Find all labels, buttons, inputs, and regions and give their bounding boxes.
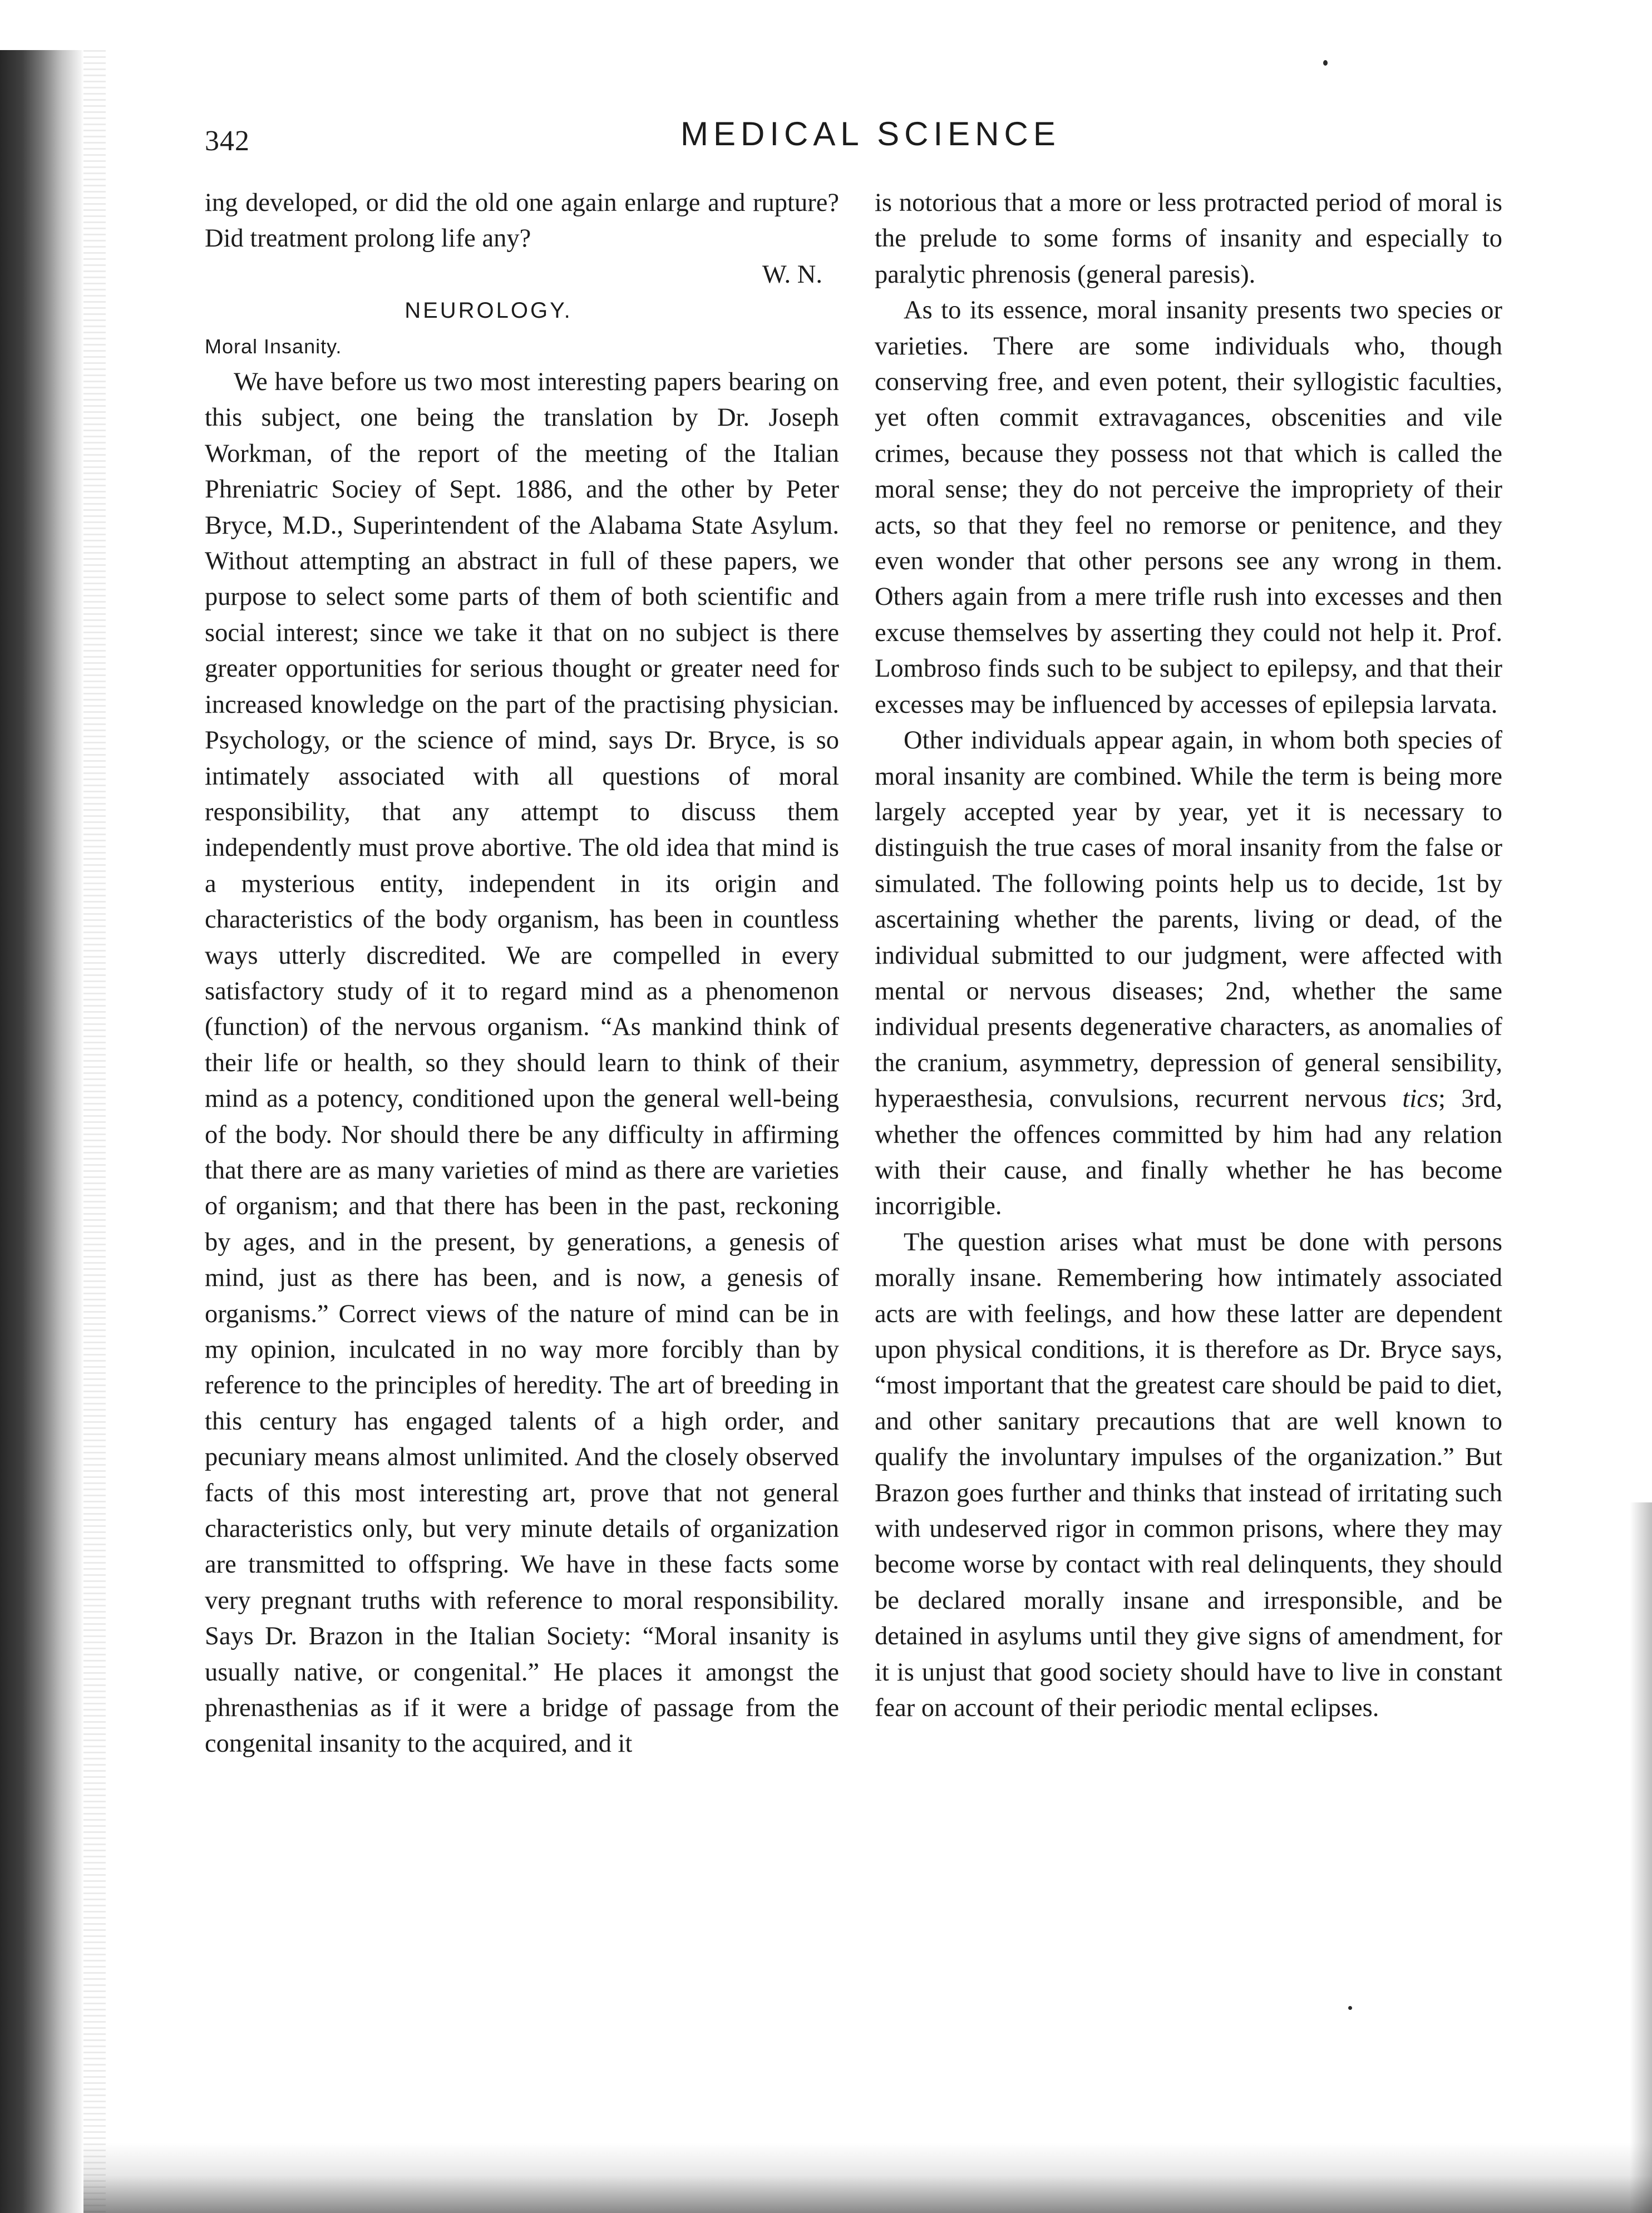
scan-binding-shadow xyxy=(0,50,83,2213)
article-subheading: Moral Insanity. xyxy=(205,334,342,358)
continuation-text: is notorious that a more or less protracted period of moral is the prelude to some forms of insanity and especially to paralytic phrenosis (general paresis). xyxy=(875,189,1502,289)
left-column xyxy=(205,185,839,1762)
body-paragraph xyxy=(875,723,1502,1225)
page-number: 342 xyxy=(205,125,250,157)
body-paragraph: As to its essence, moral insanity presents two species or varieties. There are some individuals who, though conserving free, and even potent, their syllogistic faculties, yet often commit extravagances, obscenities and vile crimes, because they possess not that which is called the moral sense; they do not perceive the impropriety of their acts, so that they feel no remorse or penitence, and they even wonder that other persons see any wrong in them. Others again from a mere trifle rush into excesses and then excuse themselves by asserting they could not help it. Prof. Lombroso finds such to be subject to epilepsy, and that their excesses may be influenced by accesses of epilepsia larvata. xyxy=(875,296,1502,719)
ink-speck xyxy=(1348,2006,1352,2010)
paragraph-text: ; 3rd, whether the offences committed by him had any relation with their cause, and finally whether he has become incorrigible. xyxy=(875,1085,1503,1221)
continuation-text: ing developed, or did the old one again enlarge and rupture? Did treatment prolong life any? xyxy=(205,189,839,253)
body-paragraph: The question arises what must be done with persons morally insane. Remembering how intimately associated acts are with feelings, and how these latter are dependent upon physical conditions, it is therefore as Dr. Bryce says, “most important that the greatest care should be paid to diet, and other sanitary precautions that are well known to qualify the involuntary impulses of the organization.” But Brazon goes further and thinks that instead of irritating such with undeserved rigor in common prisons, where they may become worse by contact with real delinquents, they should be declared morally insane and irresponsible, and be detained in asylums until they give signs of amendment, for it is unjust that good society should have to live in constant fear on account of their periodic mental eclipses. xyxy=(875,1228,1502,1723)
running-head xyxy=(205,115,1501,159)
scan-right-shadow xyxy=(1630,1502,1652,2213)
scan-binding-texture xyxy=(83,50,106,2213)
section-heading: NEUROLOGY. xyxy=(405,298,573,323)
scan-bottom-shadow xyxy=(83,2142,1652,2213)
italic-term: tics xyxy=(1402,1085,1438,1113)
ink-speck xyxy=(1323,60,1328,66)
right-column xyxy=(875,185,1502,1726)
journal-title: MEDICAL SCIENCE xyxy=(680,115,1061,152)
paragraph-text: Other individuals appear again, in whom both species of moral insanity are combined. While the term is being more largely accepted year by year, yet it is necessary to distinguish the true cases of moral insanity from the false or simulated. The following points help us to decide, 1st by ascertaining whether the parents, living or dead, of the individual submitted to our judgment, were affected with mental or nervous diseases; 2nd, whether the same individual presents degenerative characters, as anomalies of the cranium, asymmetry, depression of general sensibility, hyperaesthesia, convulsions, recurrent nervous xyxy=(875,726,1502,1113)
author-signature: W. N. xyxy=(762,260,822,289)
body-paragraph: We have before us two most interesting papers bearing on this subject, one being the translation by Dr. Joseph Workman, of the report of the meeting of the Italian Phreniatric Sociey of Sept. 1886, and the other by Peter Bryce, M.D., Superintendent of the Alabama State Asylum. Without attempting an abstract in full of these papers, we purpose to select some parts of them of both scientific and social interest; since we take it that on no subject is there greater opportunities for serious thought or greater need for increased knowledge on the part of the practising physician. Psychology, or the science of mind, says Dr. Bryce, is so intimately associated with all questions of moral responsibility, that any attempt to discuss them independently must prove abortive. The old idea that mind is a mysterious entity, independent in its origin and characteristics of the body organism, has been in countless ways utterly discredited. We are compelled in every satisfactory study of it to regard mind as a phenomenon (function) of the nervous organism. “As mankind think of their life or health, so they should learn to think of their mind as a potency, conditioned upon the general well-being of the body. Nor should there be any difficulty in affirming that there are as many varieties of mind as there are varieties of organism; and that there has been in the past, reckoning by ages, and in the present, by generations, a genesis of mind, just as there has been, and is now, a genesis of organisms.” Correct views of the nature of mind can be in my opinion, inculcated in no way more forcibly than by reference to the principles of heredity. The art of breeding in this century has engaged talents of a high order, and pecuniary means almost unlimited. And the closely observed facts of this most interesting art, prove that not general characteristics only, but very minute details of organization are transmitted to offspring. We have in these facts some very pregnant truths with reference to moral responsibility. Says Dr. Brazon in the Italian Society: “Moral insanity is usually native, or congenital.” He places it amongst the phrenasthenias as if it were a bridge of passage from the congenital insanity to the acquired, and it xyxy=(205,368,839,1758)
